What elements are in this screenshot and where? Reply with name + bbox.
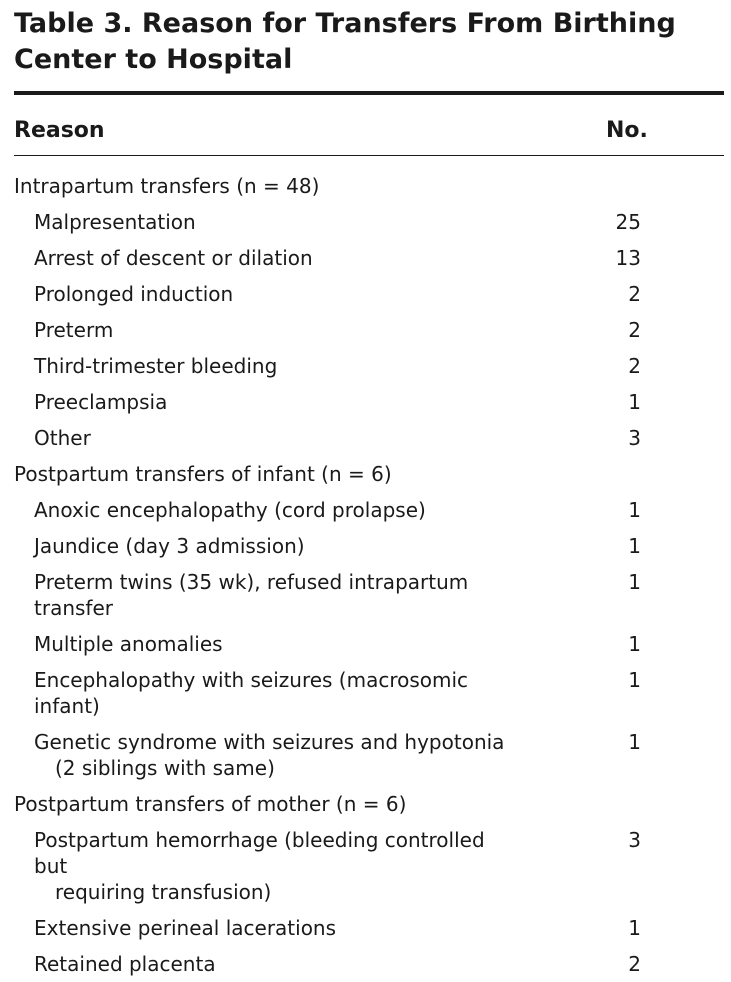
reason-cell [14, 951, 581, 977]
reason-text: Multiple anomalies [34, 632, 223, 656]
reason-continuation: requiring transfusion) [55, 880, 272, 904]
reason-text: Anoxic encephalopathy (cord prolapse) [34, 498, 426, 522]
count-cell: 1 [628, 916, 641, 940]
table-row [14, 348, 714, 384]
reason-cell [14, 353, 581, 379]
table-title: Table 3. Reason for Transfers From Birthing Center to Hospital [14, 8, 676, 75]
count-cell: 3 [628, 828, 641, 852]
reason-cell [14, 533, 581, 559]
section-heading-row [14, 456, 714, 492]
column-header-reason: Reason [14, 118, 105, 143]
reason-text: Genetic syndrome with seizures and hypotonia [34, 730, 505, 754]
table-row [14, 910, 714, 946]
reason-text: Postpartum hemorrhage (bleeding controlled but [34, 828, 485, 878]
reason-text: Arrest of descent or dilation [34, 246, 313, 270]
table-row [14, 626, 714, 662]
count-cell: 1 [628, 668, 641, 692]
section-heading: Postpartum transfers of infant (n = 6) [14, 462, 392, 486]
table-body [14, 168, 714, 982]
reason-text: Other [34, 426, 91, 450]
reason-cell [14, 389, 581, 415]
table-row [14, 276, 714, 312]
count-cell: 1 [628, 570, 641, 594]
count-cell: 1 [628, 730, 641, 754]
table-row [14, 564, 714, 626]
table-row [14, 204, 714, 240]
table-row [14, 420, 714, 456]
reason-text: Preterm twins (35 wk), refused intrapartum transfer [34, 570, 469, 620]
reason-cell [14, 209, 581, 235]
section-heading-row [14, 168, 714, 204]
count-cell: 1 [628, 632, 641, 656]
reason-cell [14, 729, 581, 781]
reason-cell [14, 245, 581, 271]
reason-cell [14, 569, 581, 621]
table-row [14, 822, 714, 910]
count-cell: 2 [628, 318, 641, 342]
count-cell: 13 [615, 246, 641, 270]
reason-text: Prolonged induction [34, 282, 234, 306]
reason-cell [14, 827, 581, 905]
reason-continuation: (2 siblings with same) [55, 756, 275, 780]
reason-cell [14, 667, 581, 719]
table-row [14, 724, 714, 786]
table-row [14, 312, 714, 348]
table-row [14, 240, 714, 276]
table-row [14, 384, 714, 420]
table-row [14, 528, 714, 564]
section-heading-row [14, 786, 714, 822]
count-cell: 1 [628, 390, 641, 414]
reason-cell [14, 425, 581, 451]
reason-text: Encephalopathy with seizures (macrosomic infant) [34, 668, 469, 718]
top-rule [14, 91, 724, 95]
reason-text: Retained placenta [34, 952, 216, 976]
count-cell: 1 [628, 534, 641, 558]
section-heading: Postpartum transfers of mother (n = 6) [14, 792, 407, 816]
reason-text: Preterm [34, 318, 114, 342]
count-cell: 2 [628, 354, 641, 378]
table-row [14, 492, 714, 528]
reason-text: Preeclampsia [34, 390, 168, 414]
reason-cell [14, 915, 581, 941]
count-cell: 3 [628, 426, 641, 450]
reason-text: Third-trimester bleeding [34, 354, 278, 378]
reason-text: Extensive perineal lacerations [34, 916, 337, 940]
reason-cell [14, 631, 581, 657]
reason-cell [14, 497, 581, 523]
column-header-number: No. [606, 118, 648, 143]
reason-cell [14, 317, 581, 343]
table-row [14, 662, 714, 724]
reason-text: Jaundice (day 3 admission) [34, 534, 305, 558]
reason-text: Malpresentation [34, 210, 196, 234]
section-heading: Intrapartum transfers (n = 48) [14, 174, 320, 198]
count-cell: 2 [628, 952, 641, 976]
header-rule [14, 155, 724, 156]
count-cell: 2 [628, 282, 641, 306]
reason-cell [14, 281, 581, 307]
count-cell: 1 [628, 498, 641, 522]
table-row [14, 946, 714, 982]
count-cell: 25 [615, 210, 641, 234]
